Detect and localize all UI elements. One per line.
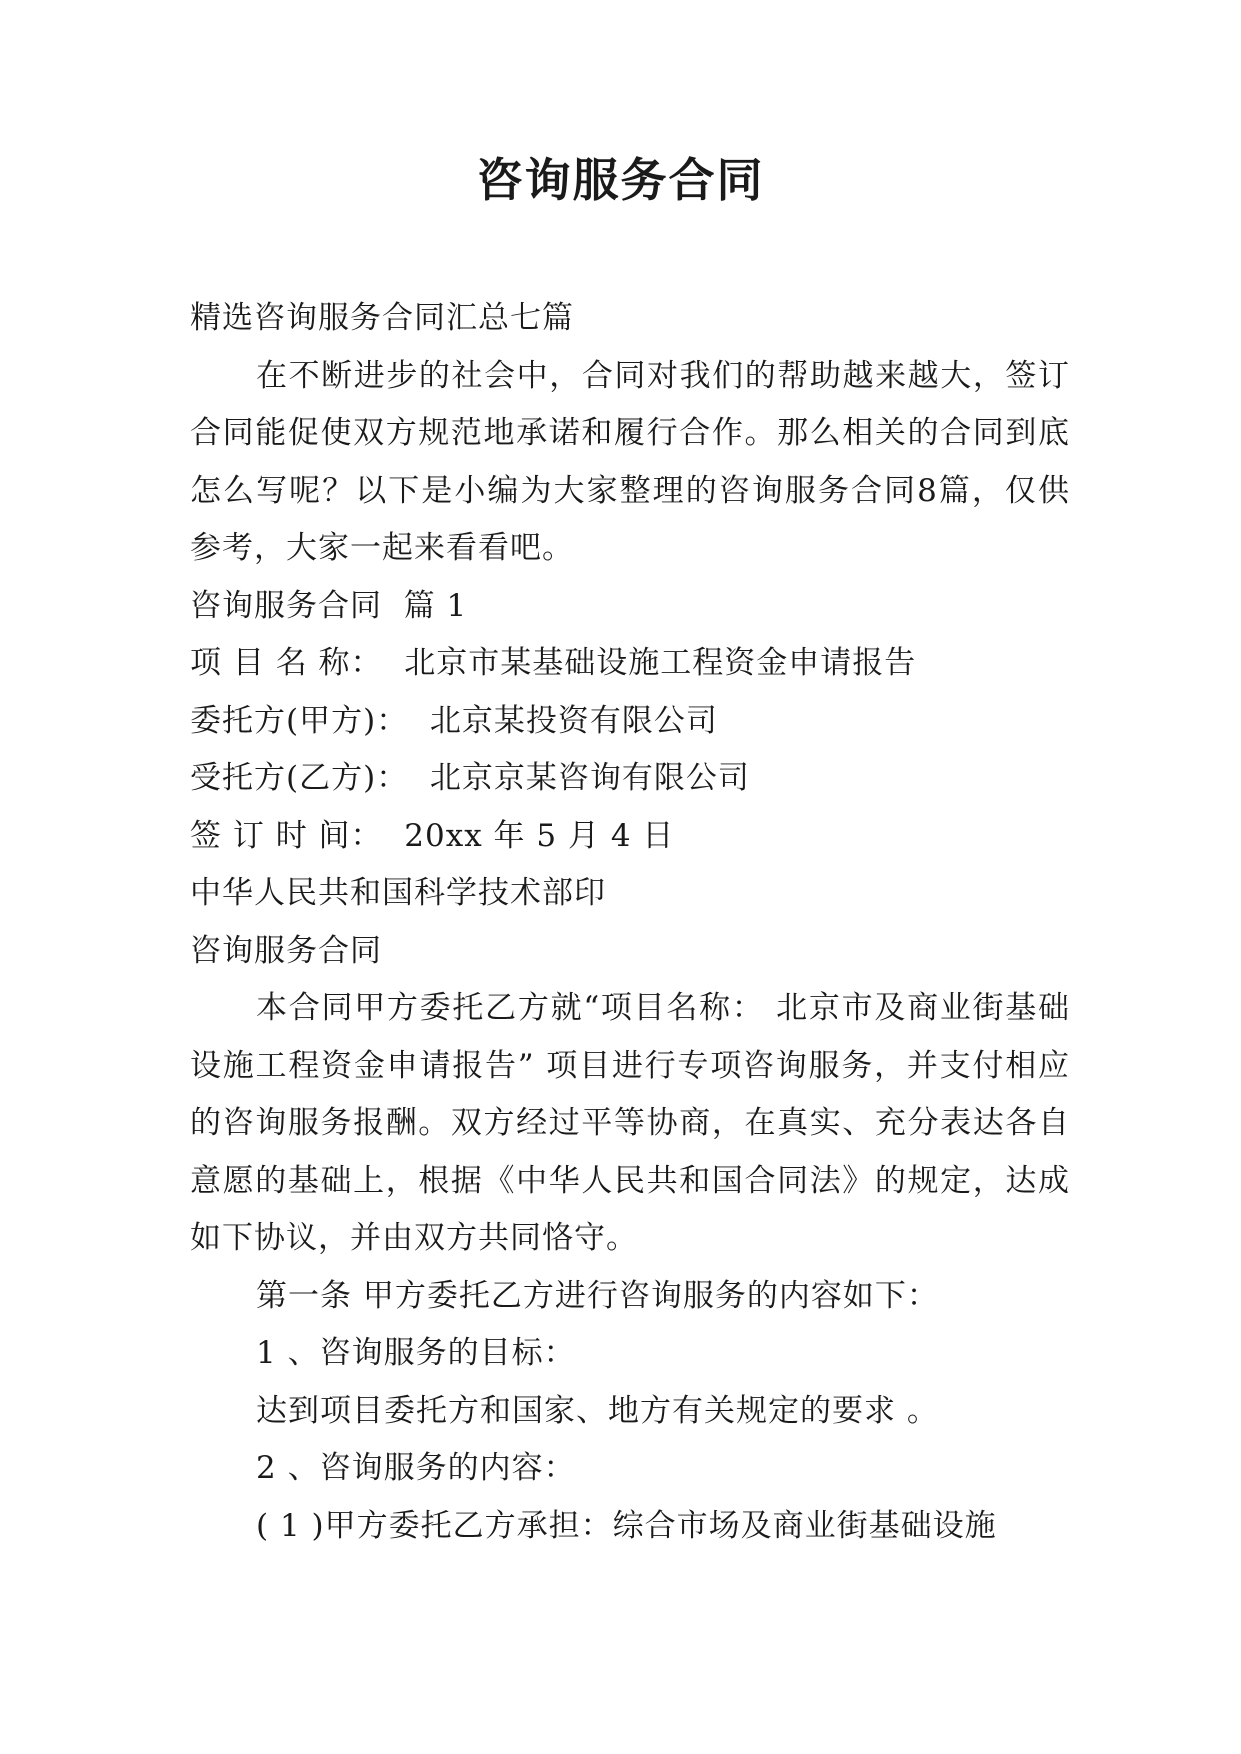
document-subtitle: 精选咨询服务合同汇总七篇 — [190, 300, 574, 336]
field-sign-date: 签 订 时 间： 20xx 年 5 月 4 日 — [190, 817, 675, 854]
section-heading: 咨询服务合同 篇 1 — [190, 587, 468, 624]
item-1-heading: 1 、咨询服务的目标： — [256, 1335, 576, 1371]
item-1-text: 达到项目委托方和国家、地方有关规定的要求 。 — [256, 1392, 939, 1429]
field-consultant: 受托方(乙方)： 北京京某咨询有限公司 — [190, 760, 750, 796]
document-body — [190, 290, 1070, 1555]
field-client: 委托方(甲方)： 北京某投资有限公司 — [190, 702, 718, 739]
document-title: 咨询服务合同 — [476, 153, 765, 207]
field-contract-name: 咨询服务合同 — [190, 932, 382, 969]
article-1: 第一条 甲方委托乙方进行咨询服务的内容如下： — [256, 1277, 939, 1314]
item-2-heading: 2 、咨询服务的内容： — [256, 1450, 576, 1486]
item-2-sub-1: ( 1 )甲方委托乙方承担：综合市场及商业街基础设施 — [256, 1507, 997, 1544]
intro-paragraph: 在不断进步的社会中，合同对我们的帮助越来越大，签订合同能促使双方规范地承诺和履行合作。那么相关的合同到底怎么写呢？以下是小编为大家整理的咨询服务合同8篇，仅供参考，大家一起来看看吧。 — [190, 357, 1070, 566]
field-seal: 中华人民共和国科学技术部印 — [190, 875, 606, 911]
field-project-name: 项 目 名 称： 北京市某基础设施工程资金申请报告 — [190, 645, 917, 681]
body-paragraph: 本合同甲方委托乙方就“项目名称： 北京市及商业街基础设施工程资金申请报告” 项目进行专项咨询服务，并支付相应的咨询服务报酬。双方经过平等协商，在真实、充分表达各自意愿的基础上，根据《中华人民共和国合同法》的规定，达成如下协议，并由双方共同恪守。 — [190, 990, 1070, 1256]
